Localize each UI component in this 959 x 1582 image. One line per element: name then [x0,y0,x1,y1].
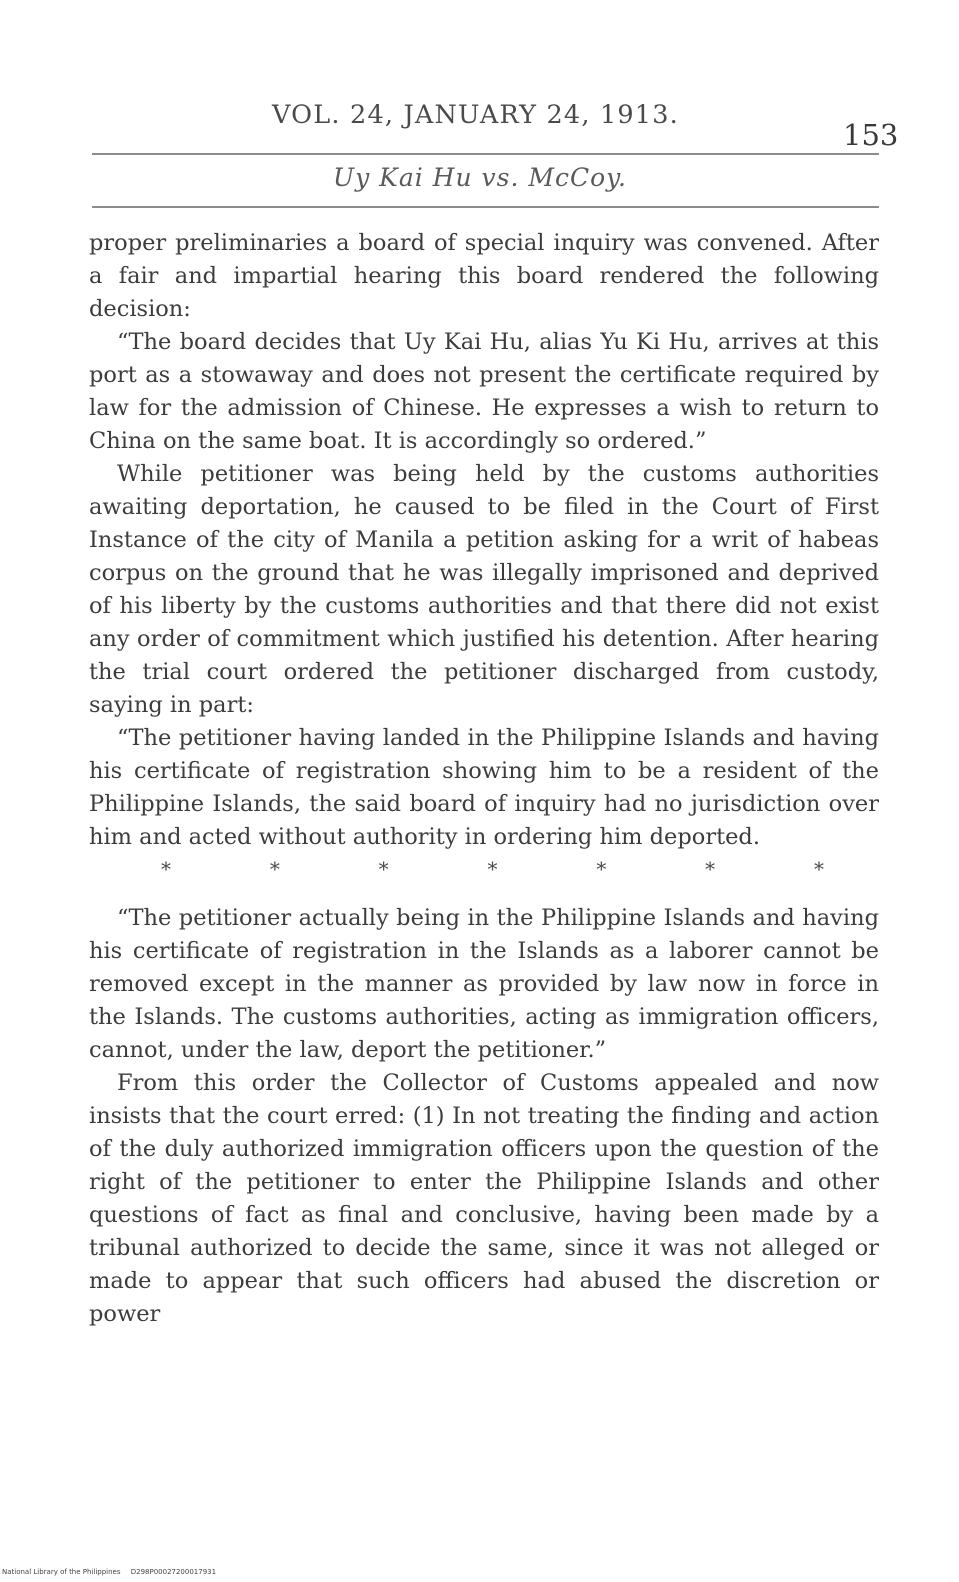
omission-asterisks [89,854,879,902]
paragraph-appeal: From this order the Collector of Customs appealed and now insists that the court erred: (1) In not treating the finding and action of the duly authorized immigration officers upon the question of the right of the petitioner to enter the Philippine Islands and other questions of fact as final and conclusive, having been made by a tribunal authorized to decide the same, since it was not alleged or made to appear that such officers had abused the discretion or power [89,1070,879,1327]
volume-date-header: VOL. 24, JANUARY 24, 1913. [272,100,679,130]
scan-footer [2,1568,224,1576]
body-text [89,227,879,1331]
paragraph-continuation: proper preliminaries a board of special inquiry was convened. After a fair and impartial hearing this board rendered the following decision: [89,230,879,322]
asterisk: * [596,857,607,881]
asterisk: * [487,857,498,881]
footer-library-name: National Library of the Philippines [2,1568,121,1576]
paragraph-habeas-corpus: While petitioner was being held by the customs authorities awaiting deportation, he caused to be filed in the Court of First Instance of the city of Manila a petition asking for a writ of habeas corpus on the ground that he was illegally imprisoned and deprived of his liberty by the customs authorities and that there did not exist any order of commitment which justified his detention. After hearing the trial court ordered the petitioner discharged from custody, saying in part: [89,461,879,718]
asterisk: * [269,857,280,881]
header-rule-top [92,153,879,155]
paragraph-trial-court-quote-2: “The petitioner actually being in the Philippine Islands and having his certificate of registration in the Islands as a laborer cannot be removed except in the manner as provided by law now in force in the Islands. The customs authorities, acting as immigration officers, cannot, under the law, deport the petitioner.” [89,905,879,1063]
page-number: 153 [843,118,899,152]
asterisk: * [705,857,716,881]
paragraph-board-decision-quote: “The board decides that Uy Kai Hu, alias Yu Ki Hu, arrives at this port as a stowaway and does not present the certificate required by law for the admission of Chinese. He expresses a wish to return to China on the same boat. It is accordingly so ordered.” [89,329,879,454]
footer-document-code: D298P00027200017931 [130,1568,217,1576]
header-rule-bottom [92,206,879,208]
asterisk: * [378,857,389,881]
paragraph-trial-court-quote-1: “The petitioner having landed in the Philippine Islands and having his certificate of registration showing him to be a resident of the Philippine Islands, the said board of inquiry had no jurisdiction over him and acted without authority in ordering him deported. [89,725,879,850]
asterisk: * [161,857,171,881]
asterisk: * [813,857,824,881]
case-running-title: Uy Kai Hu vs. McCoy. [333,163,627,192]
